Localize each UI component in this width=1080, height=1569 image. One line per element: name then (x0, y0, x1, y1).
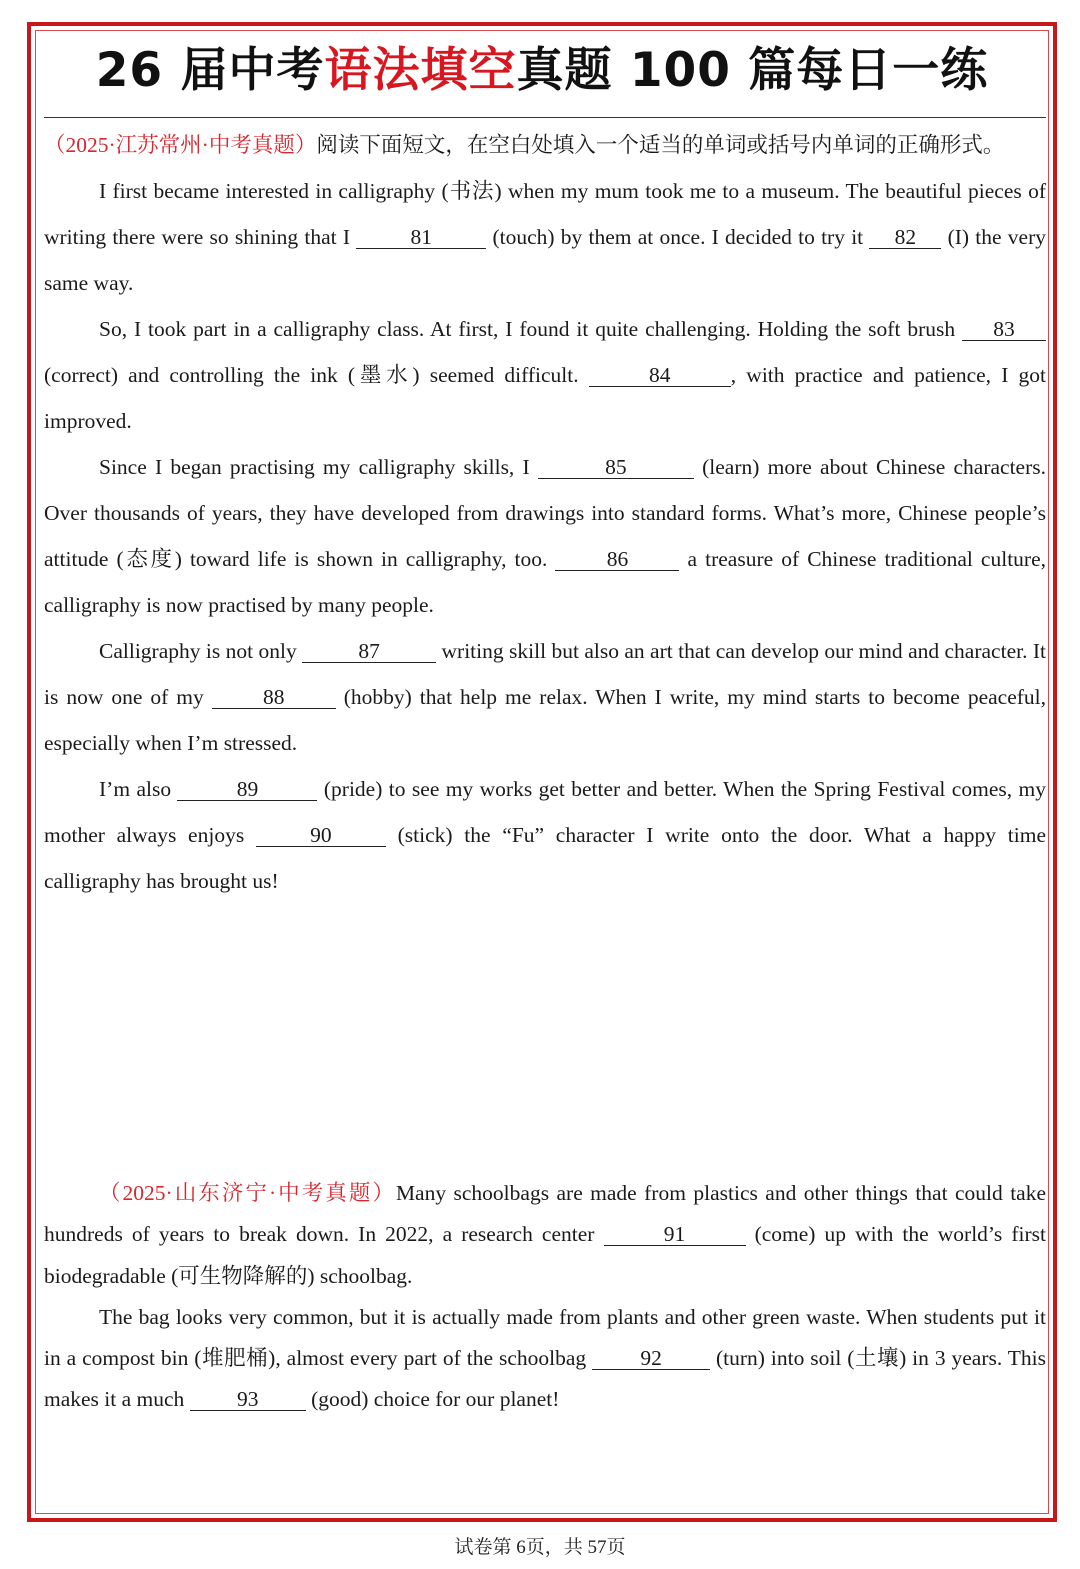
blank-91[interactable]: 91 (604, 1223, 746, 1246)
paragraph (44, 1173, 1046, 1297)
blank-89[interactable]: 89 (177, 778, 317, 801)
blank-81[interactable]: 81 (356, 226, 486, 249)
passage-2 (44, 1173, 1046, 1421)
text-run: So, I took part in a calligraphy class. At first, I found it quite challenging. Holding the soft brush (99, 317, 962, 341)
text-run: , with practice and patience, I got improved. (44, 363, 1047, 433)
blank-83[interactable]: 83 (962, 318, 1046, 341)
title-prefix: 26 届中考 (95, 43, 325, 98)
text-run: I first became interested in calligraphy (书法) when my mum took me to a museum. The beautiful pieces of writing there were so shining that I (44, 179, 1046, 249)
blank-87[interactable]: 87 (302, 640, 436, 663)
blank-84[interactable]: 84 (589, 364, 731, 387)
blank-82[interactable]: 82 (869, 226, 941, 249)
source-label: （2025·江苏常州·中考真题） (44, 133, 317, 157)
passage-1-header (44, 122, 1046, 168)
title-divider (44, 117, 1046, 118)
text-run: Calligraphy is not only (99, 639, 303, 663)
instruction: 阅读下面短文，在空白处填入一个适当的单词或括号内单词的正确形式。 (316, 133, 1005, 157)
text-run: (touch) by them at once. I decided to try it (486, 225, 870, 249)
text-run: (hobby) that help me relax. When I write, my mind starts to become peaceful, especially when I’m stressed. (44, 685, 1046, 755)
blank-86[interactable]: 86 (555, 548, 679, 571)
title-suffix: 真题 100 篇每日一练 (516, 43, 989, 98)
blank-88[interactable]: 88 (212, 686, 336, 709)
text-run: Many schoolbags are made from plastics and other things that could take hundreds of years to break down. In 2022, a research center (44, 1181, 1047, 1247)
text-run: (I) the very same way. (44, 225, 1046, 295)
text-run: (good) choice for our planet! (305, 1387, 560, 1412)
text-run: Since I began practising my calligraphy skills, I (99, 455, 538, 479)
text-run: I’m also (99, 777, 178, 801)
text-run: The bag looks very common, but it is actually made from plants and other green waste. When students put it in a compost bin (堆肥桶), almost every part of the schoolbag (44, 1304, 1046, 1371)
paragraph (44, 766, 1046, 904)
text-run: (learn) more about Chinese characters. Over thousands of years, they have developed from drawings into standard forms. What’s more, Chinese people’s attitude (态度) toward life is shown in calligraphy, too. (44, 455, 1046, 571)
paragraph (44, 1297, 1046, 1421)
page-number-footer: 试卷第 6页，共 57页 (454, 1537, 626, 1558)
text-run: (pride) to see my works get better and better. When the Spring Festival comes, my mother always enjoys (44, 777, 1046, 847)
paragraph (44, 628, 1046, 766)
page-title (37, 40, 1047, 102)
paragraph (44, 306, 1046, 444)
paragraph (44, 444, 1046, 628)
text-run: (correct) and controlling the ink (墨水) seemed difficult. (44, 363, 589, 387)
blank-93[interactable]: 93 (190, 1388, 306, 1411)
source-label: （2025·山东济宁·中考真题） (99, 1181, 396, 1205)
text-run: (turn) into soil (土壤) in 3 years. This makes it a much (44, 1346, 1046, 1412)
blank-92[interactable]: 92 (592, 1347, 710, 1370)
paragraph (44, 168, 1046, 306)
text-run: (stick) the “Fu” character I write onto the door. What a happy time calligraphy has brought us! (44, 823, 1046, 893)
text-run: a treasure of Chinese traditional culture, calligraphy is now practised by many people. (44, 547, 1046, 617)
blank-85[interactable]: 85 (538, 456, 694, 479)
passage-1 (44, 122, 1046, 904)
blank-90[interactable]: 90 (256, 824, 386, 847)
text-run: writing skill but also an art that can develop our mind and character. It is now one of my (44, 639, 1046, 709)
text-run: (come) up with the world’s first biodegradable (可生物降解的) schoolbag. (44, 1222, 1046, 1288)
title-highlight: 语法填空 (324, 43, 517, 98)
